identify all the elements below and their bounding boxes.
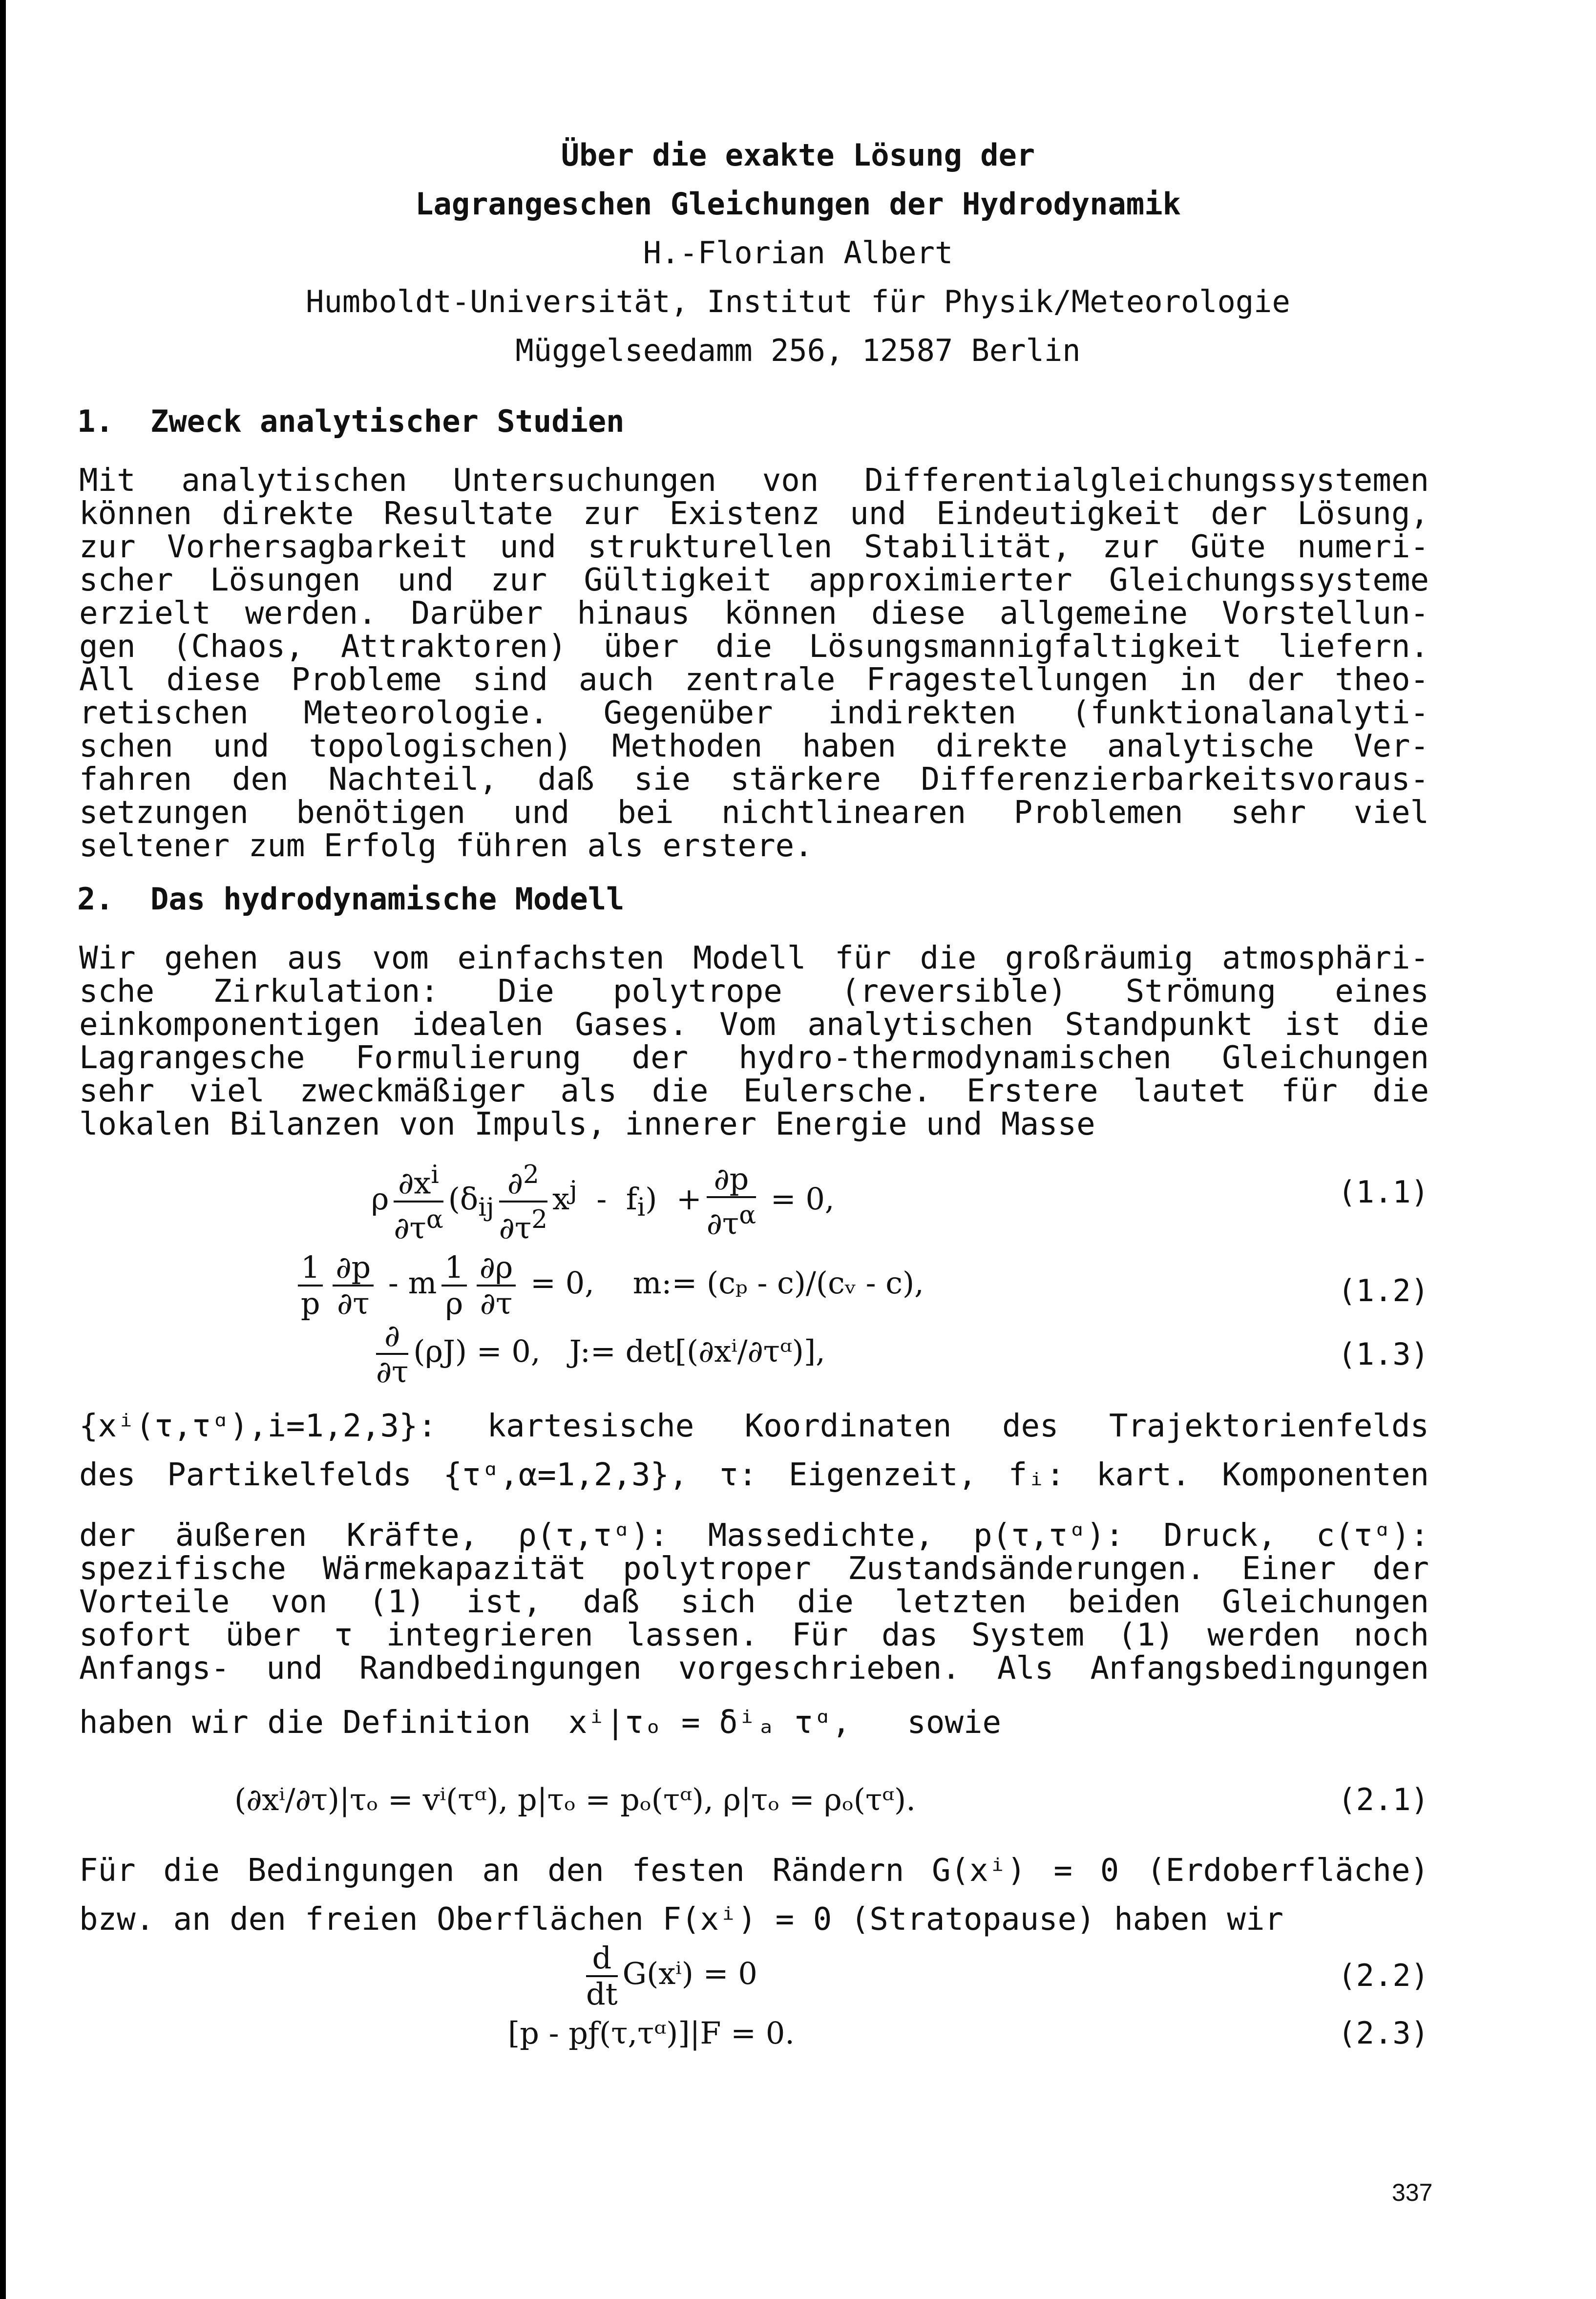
equation-2-2: $\frac{d}{dt}$ G(xⁱ) = 0 bbox=[586, 1940, 757, 2012]
affiliation: Humboldt-Universität, Institut für Physik/Meteorologie bbox=[306, 284, 1290, 319]
equation-2-3: [p - pƒ(τ,τᵅ)]|F = 0. bbox=[508, 2015, 795, 2051]
equation-2-1: (∂xⁱ/∂τ)|τₒ = vⁱ(τᵅ), p|τₒ = pₒ(τᵅ), ρ|τₒ = ρₒ(τᵅ). bbox=[234, 1782, 916, 1817]
paper-header bbox=[0, 131, 1596, 375]
text-line: bzw. an den freien Oberflächen F(xⁱ) = 0 (Stratopause) haben wir bbox=[79, 1901, 1283, 1938]
address: Müggelseedamm 256, 12587 Berlin bbox=[515, 333, 1081, 368]
text-line: spezifische Wärmekapazität polytroper Zustandsänderungen. Einer der bbox=[79, 1551, 1429, 1587]
text-line: retischen Meteorologie. Gegenüber indirekten (funktionalanalyti- bbox=[79, 695, 1429, 731]
text-line: sche Zirkulation: Die polytrope (reversible) Strömung eines bbox=[79, 973, 1429, 1010]
text-line: All diese Probleme sind auch zentrale Fragestellungen in der theo- bbox=[79, 662, 1429, 698]
text-line: seltener zum Erfolg führen als erstere. bbox=[79, 828, 813, 864]
equation-number: (1.1) bbox=[1338, 1174, 1429, 1210]
equation-1-2: $\frac{1}{p}$ $\frac{\partial p}{\partial\tau}$ - m $\frac{1}{\rho}$ $\frac{\partial\rho}{\partial\tau}$ = 0, m:= (cₚ - c)/(cᵥ - c), bbox=[293, 1250, 924, 1321]
equation-number: (1.3) bbox=[1338, 1336, 1429, 1372]
text-line: Vorteile von (1) ist, daß sich die letzten beiden Gleichungen bbox=[79, 1584, 1429, 1620]
text-line: Anfangs- und Randbedingungen vorgeschrieben. Als Anfangsbedingungen bbox=[79, 1650, 1429, 1687]
text-line: schen und topologischen) Methoden haben direkte analytische Ver- bbox=[79, 728, 1429, 764]
equation-1-1: ρ $\frac{\partial x^i}{\partial\tau^\alpha}$ ($\delta_{ij}$ $\frac{\partial^2}{\partial\tau^2}$ $x^j - f_i$) + $\frac{\partial p}{\partial\tau^\alpha}$ = 0, bbox=[371, 1158, 835, 1245]
section-1-body bbox=[79, 464, 1429, 863]
equation-1-3-definition: J:= det[(∂xⁱ/∂τᵅ)], bbox=[569, 1333, 825, 1370]
text-line: des Partikelfelds {τᵅ,α=1,2,3}, τ: Eigenzeit, fᵢ: kart. Komponenten bbox=[79, 1457, 1429, 1493]
text-line: setzungen benötigen und bei nichtlinearen Problemen sehr viel bbox=[79, 795, 1429, 831]
section-2-title: Das hydrodynamische Modell bbox=[150, 881, 625, 917]
variable-definitions bbox=[79, 1402, 1429, 1499]
text-line: Lagrangesche Formulierung der hydro-thermodynamischen Gleichungen bbox=[79, 1040, 1429, 1076]
section-2-number: 2. bbox=[77, 881, 114, 917]
text-line: sofort über τ integrieren lassen. Für das System (1) werden noch bbox=[79, 1617, 1429, 1653]
equation-2-2-body: G(xⁱ) = 0 bbox=[622, 1956, 757, 1992]
initial-condition-tail: sowie bbox=[907, 1705, 1002, 1741]
explanation-body bbox=[79, 1519, 1429, 1685]
text-line: zur Vorhersagbarkeit und strukturellen Stabilität, zur Güte numeri- bbox=[79, 529, 1429, 565]
text-line: fahren den Nachteil, daß sie stärkere Differenzierbarkeitsvoraus- bbox=[79, 761, 1429, 798]
section-1-heading bbox=[77, 403, 625, 439]
text-line: erzielt werden. Darüber hinaus können diese allgemeine Vorstellun- bbox=[79, 595, 1429, 632]
section-1-title: Zweck analytischer Studien bbox=[150, 403, 625, 439]
equation-number: (2.2) bbox=[1338, 1958, 1429, 1993]
boundary-conditions-text bbox=[79, 1846, 1429, 1944]
equation-number: (2.1) bbox=[1338, 1782, 1429, 1817]
section-2-body bbox=[79, 942, 1429, 1141]
page-number: 337 bbox=[1392, 2179, 1433, 2206]
text-line: der äußeren Kräfte, ρ(τ,τᵅ): Massedichte, p(τ,τᵅ): Druck, c(τᵅ): bbox=[79, 1518, 1429, 1554]
text-line: einkomponentigen idealen Gases. Vom analytischen Standpunkt ist die bbox=[79, 1007, 1429, 1043]
title-line-1: Über die exakte Lösung der bbox=[561, 137, 1035, 173]
text-line: lokalen Bilanzen von Impuls, innerer Energie und Masse bbox=[79, 1106, 1095, 1142]
text-line: {xⁱ(τ,τᵅ),i=1,2,3}: kartesische Koordinaten des Trajektorienfelds bbox=[79, 1408, 1429, 1444]
text-line: Mit analytischen Untersuchungen von Differentialgleichungssystemen bbox=[79, 463, 1429, 499]
equation-1-2-definition: m:= (cₚ - c)/(cᵥ - c), bbox=[632, 1265, 924, 1301]
equation-1-3: $\frac{\partial}{\partial\tau}$ (ρJ) = 0, J:= det[(∂xⁱ/∂τᵅ)], bbox=[376, 1318, 825, 1390]
equation-number: (1.2) bbox=[1338, 1273, 1429, 1308]
text-line: Für die Bedingungen an den festen Rändern G(xⁱ) = 0 (Erdoberfläche) bbox=[79, 1853, 1429, 1889]
initial-condition-definition: xⁱ|τₒ = δⁱₐ τᵅ, bbox=[568, 1705, 851, 1741]
initial-condition-intro: haben wir die Definition bbox=[79, 1705, 531, 1741]
section-2-heading bbox=[77, 881, 625, 917]
section-1-number: 1. bbox=[77, 403, 114, 439]
initial-condition-line bbox=[79, 1705, 1001, 1741]
text-line: gen (Chaos, Attraktoren) über die Lösungsmannigfaltigkeit liefern. bbox=[79, 629, 1429, 665]
text-line: können direkte Resultate zur Existenz und Eindeutigkeit der Lösung, bbox=[79, 496, 1429, 532]
text-line: scher Lösungen und zur Gültigkeit approximierter Gleichungssysteme bbox=[79, 562, 1429, 598]
author: H.-Florian Albert bbox=[643, 235, 953, 271]
text-line: Wir gehen aus vom einfachsten Modell für die großräumig atmosphäri- bbox=[79, 940, 1429, 976]
text-line: sehr viel zweckmäßiger als die Eulersche. Erstere lautet für die bbox=[79, 1073, 1429, 1109]
equation-number: (2.3) bbox=[1338, 2015, 1429, 2051]
title-line-2: Lagrangeschen Gleichungen der Hydrodynamik bbox=[415, 186, 1181, 222]
